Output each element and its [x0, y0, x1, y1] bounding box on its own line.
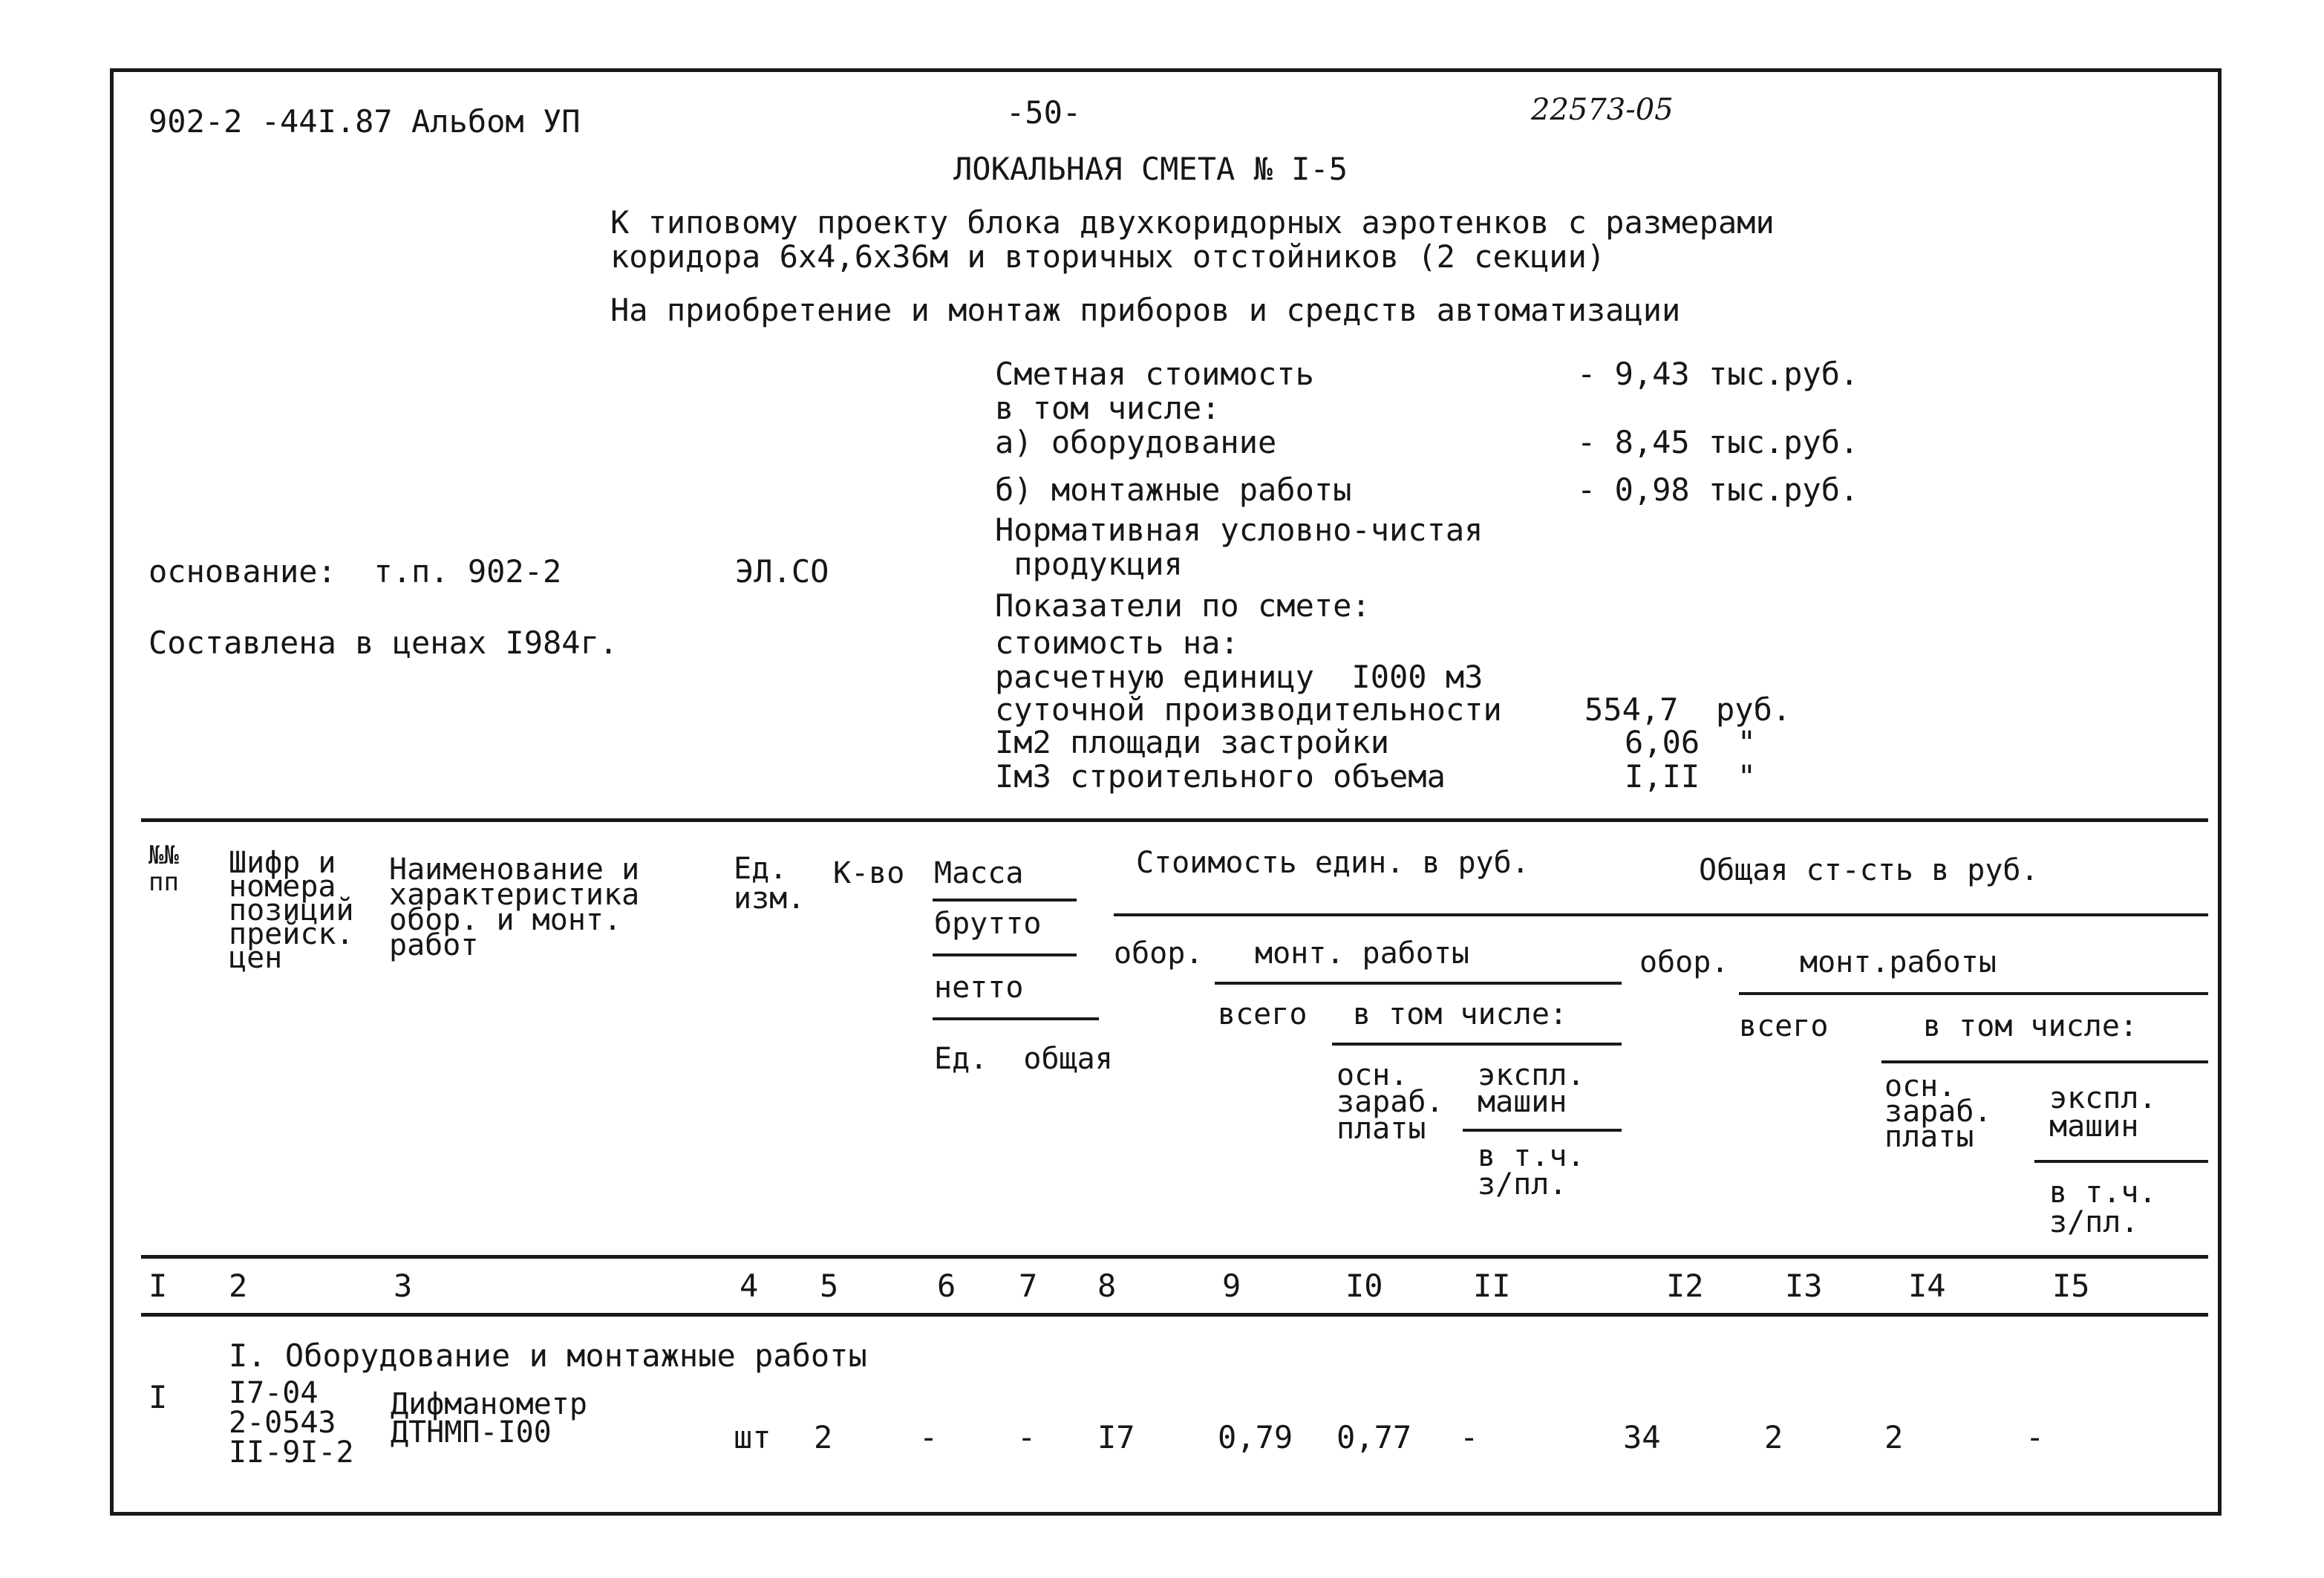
col-number-1: I [148, 1268, 168, 1304]
table-top-rule [141, 818, 2208, 822]
frame-bottom [110, 1512, 2222, 1516]
unit-machines-header: экспл. машин [1478, 1058, 1585, 1119]
col-name-header: Наименование и характеристика обор. и монт. работ [389, 852, 640, 962]
rule-mont-total [1739, 992, 2208, 995]
row-netto: - [1017, 1419, 1037, 1455]
cost-value: - 9,43 тыс.руб. [1577, 356, 1859, 392]
row-c10: 0,77 [1336, 1419, 1412, 1455]
unit-value: 554,7 руб. [1584, 691, 1792, 728]
col-number-11: II [1473, 1268, 1511, 1304]
mass-unit-total-header: Ед. общая [934, 1042, 1113, 1076]
col-number-8: 8 [1097, 1268, 1117, 1304]
unit-line-1: расчетную единицу I000 м3 [995, 659, 1483, 695]
row-brutto: - [919, 1419, 939, 1455]
row-c14: 2 [1884, 1419, 1904, 1455]
col-number-10: I0 [1345, 1268, 1383, 1304]
rule-netto-top [933, 953, 1077, 956]
normative-line-1: Нормативная условно-чистая [995, 512, 1483, 548]
col-number-3: 3 [394, 1268, 413, 1304]
handwritten-code: 22573-05 [1531, 93, 1674, 127]
volume-label: Iм3 строительного объема [995, 758, 1446, 795]
basis-label: основание: т.п. 902-2 [148, 553, 562, 590]
normative-line-2: продукция [995, 546, 1183, 582]
row-qty: 2 [814, 1419, 833, 1455]
unit-installation-header: монт. работы [1255, 936, 1469, 971]
frame-top [110, 68, 2222, 72]
area-value: 6,06 " [1625, 724, 1757, 760]
unit-total-header: всего [1218, 997, 1308, 1031]
row-c15: - [2026, 1419, 2045, 1455]
total-incl-header: в том числе: [1923, 1009, 2138, 1043]
project-line-2: коридора 6х4,6х36м и вторичных отстойников (2 секции) [610, 238, 1606, 275]
rule-header-bottom [141, 1255, 2208, 1259]
unit-incl-header: в том числе: [1353, 997, 1567, 1031]
mass-header: Масса [934, 856, 1024, 890]
document-title: ЛОКАЛЬНАЯ СМЕТА № I-5 [953, 151, 1348, 187]
rule-cost-header [1114, 913, 2208, 916]
installation-label: б) монтажные работы [995, 472, 1352, 508]
col-unit-header: Ед. изм. [734, 852, 806, 916]
total-machine-wages-header: в т.ч. з/пл. [2049, 1176, 2157, 1239]
row-mass-total: I7 [1097, 1419, 1135, 1455]
rule-vtch-total [1881, 1060, 2208, 1063]
col-number-5: 5 [820, 1268, 839, 1304]
album-label: 902-2 -44I.87 Альбом УП [148, 103, 581, 140]
total-installation-header: монт.работы [1800, 945, 1997, 979]
volume-value: I,II " [1625, 758, 1757, 795]
cost-label: Сметная стоимость [995, 356, 1314, 392]
col-qty-header: К-во [833, 856, 905, 890]
rule-vtch-unit [1332, 1043, 1622, 1046]
purpose-line: На приобретение и монтаж приборов и средств автоматизации [610, 292, 1681, 328]
col-num-header: №№ пп [148, 841, 179, 897]
rule-mont-unit [1215, 982, 1622, 985]
total-cost-header: Общая ст-сть в руб. [1699, 853, 2039, 887]
row-c13: 2 [1764, 1419, 1783, 1455]
unit-wages-header: осн. зараб. платы [1336, 1058, 1444, 1146]
rule-ekspl-total [2034, 1160, 2208, 1163]
row-name: Дифманометр ДТНМП-I00 [391, 1387, 587, 1450]
indicators-label: Показатели по смете: [995, 587, 1371, 624]
unit-cost-header: Стоимость един. в руб. [1136, 846, 1530, 880]
row-unit: шт [734, 1419, 771, 1455]
installation-value: - 0,98 тыс.руб. [1577, 472, 1859, 508]
total-total-header: всего [1739, 1009, 1829, 1043]
area-label: Iм2 площади застройки [995, 724, 1390, 760]
equipment-label: а) оборудование [995, 424, 1277, 460]
row-c9: 0,79 [1218, 1419, 1293, 1455]
rule-netto-bottom [933, 1017, 1099, 1020]
rule-ekspl-unit [1463, 1129, 1622, 1132]
col-number-13: I3 [1785, 1268, 1823, 1304]
col-number-12: I2 [1666, 1268, 1704, 1304]
netto-header: нетто [934, 971, 1024, 1005]
col-number-2: 2 [229, 1268, 248, 1304]
unit-equipment-header: обор. [1114, 936, 1204, 971]
cost-per-label: стоимость на: [995, 625, 1239, 661]
row-c12: 34 [1623, 1419, 1661, 1455]
col-number-6: 6 [937, 1268, 956, 1304]
rule-brutto [933, 899, 1077, 902]
total-wages-header: осн. зараб. платы [1884, 1069, 1992, 1154]
page-number: -50- [1006, 94, 1082, 131]
frame-right [2218, 68, 2222, 1516]
rule-numbers-bottom [141, 1313, 2208, 1317]
frame-left [110, 68, 114, 1516]
col-number-4: 4 [740, 1268, 759, 1304]
brutto-header: брутто [934, 907, 1042, 941]
total-equipment-header: обор. [1639, 945, 1729, 979]
row-c11: - [1460, 1419, 1479, 1455]
equipment-value: - 8,45 тыс.руб. [1577, 424, 1859, 460]
incl-label: в том числе: [995, 390, 1221, 426]
col-number-7: 7 [1019, 1268, 1038, 1304]
col-number-14: I4 [1908, 1268, 1946, 1304]
col-code-header: Шифр и номера позиций прейск. цен [229, 846, 354, 975]
col-number-15: I5 [2052, 1268, 2090, 1304]
total-machines-header: экспл. машин [2049, 1081, 2157, 1144]
unit-line-2: суточной производительности [995, 691, 1502, 728]
row-num: I [148, 1379, 168, 1415]
basis-doc: ЭЛ.СО [735, 553, 829, 590]
project-line-1: К типовому проекту блока двухкоридорных аэротенков с размерами [610, 204, 1775, 241]
col-number-9: 9 [1222, 1268, 1241, 1304]
unit-machine-wages-header: в т.ч. з/пл. [1478, 1139, 1585, 1202]
section-title: I. Оборудование и монтажные работы [229, 1337, 867, 1374]
row-code: I7-04 2-0543 II-9I-2 [229, 1376, 354, 1470]
prices-label: Составлена в ценах I984г. [148, 625, 618, 661]
